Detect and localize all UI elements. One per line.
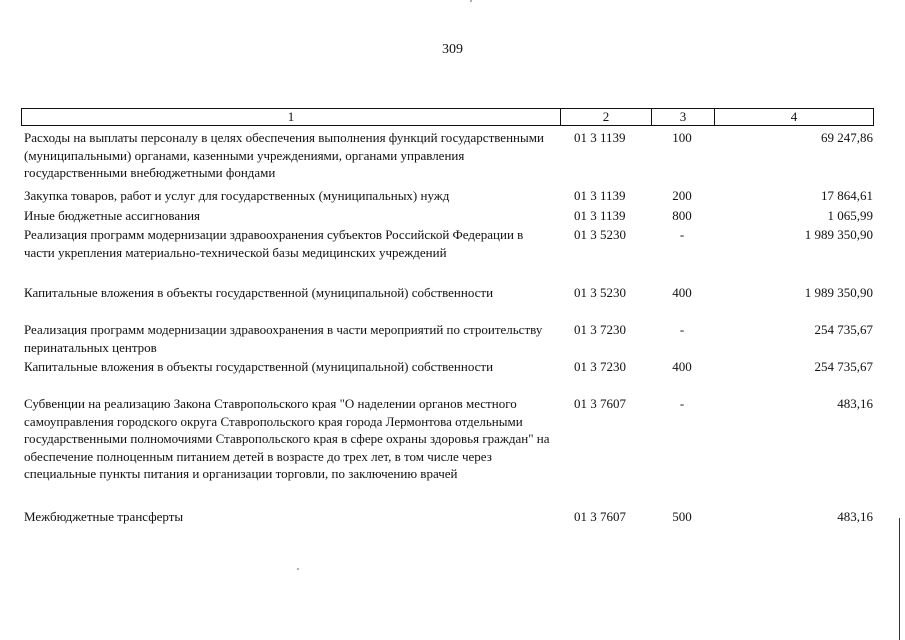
- row-amount: 69 247,86: [821, 130, 873, 145]
- scan-speck: [470, 0, 472, 2]
- header-col-1: 1: [22, 109, 561, 125]
- row-name: Реализация программ модернизации здравоохранения субъектов Российской Федерации в части укрепления материально-технической базы медицинских учреждений: [24, 227, 524, 260]
- table-row: [24, 226, 873, 261]
- row-name: Капитальные вложения в объекты государственной (муниципальной) собственности: [24, 359, 494, 374]
- row-type: -: [679, 227, 685, 242]
- table-row: [24, 508, 873, 526]
- table-row: [24, 358, 873, 376]
- scan-edge-line: [899, 518, 900, 640]
- scan-speck: [297, 568, 299, 570]
- header-col-3: 3: [652, 109, 715, 125]
- row-name: Иные бюджетные ассигнования: [24, 208, 201, 223]
- row-name: Реализация программ модернизации здравоохранения в части мероприятий по строительству перинатальных центров: [24, 322, 543, 355]
- row-amount: 17 864,61: [821, 188, 873, 203]
- row-type: 100: [672, 130, 692, 145]
- row-code: 01 3 1139: [574, 188, 626, 203]
- row-code: 01 3 5230: [574, 285, 626, 300]
- row-type: 500: [672, 509, 692, 524]
- row-amount: 1 065,99: [827, 208, 873, 223]
- row-code: 01 3 1139: [574, 208, 626, 223]
- table-row: [24, 207, 873, 225]
- row-name: Капитальные вложения в объекты государственной (муниципальной) собственности: [24, 285, 494, 300]
- table-row: [24, 321, 873, 356]
- row-type: -: [679, 322, 685, 337]
- row-type: 200: [672, 188, 692, 203]
- table-row: [24, 187, 873, 205]
- table-row: [24, 129, 873, 182]
- table-row: [24, 284, 873, 302]
- row-amount: 483,16: [837, 509, 873, 524]
- page-number: 309: [442, 42, 463, 57]
- row-amount: 1 989 350,90: [804, 285, 873, 300]
- row-amount: 254 735,67: [814, 322, 873, 337]
- table-row: [24, 395, 873, 483]
- header-col-2: 2: [561, 109, 652, 125]
- row-code: 01 3 5230: [574, 227, 626, 242]
- header-col-4: 4: [790, 109, 798, 124]
- row-code: 01 3 1139: [574, 130, 626, 145]
- row-name: Закупка товаров, работ и услуг для государственных (муниципальных) нужд: [24, 188, 450, 203]
- row-name: Межбюджетные трансферты: [24, 509, 184, 524]
- row-amount: 254 735,67: [814, 359, 873, 374]
- row-type: 800: [672, 208, 692, 223]
- row-amount: 483,16: [837, 396, 873, 411]
- table-header: [21, 108, 874, 126]
- row-code: 01 3 7230: [574, 359, 626, 374]
- row-amount: 1 989 350,90: [804, 227, 873, 242]
- row-type: 400: [672, 285, 692, 300]
- row-name: Расходы на выплаты персоналу в целях обеспечения выполнения функций государственными (муниципальными) органами, казенными учреждениями, органами управления государственными внебюджетными фондами: [24, 130, 544, 181]
- row-type: 400: [672, 359, 692, 374]
- row-code: 01 3 7230: [574, 322, 626, 337]
- row-code: 01 3 7607: [574, 396, 626, 411]
- row-code: 01 3 7607: [574, 509, 626, 524]
- row-name: Субвенции на реализацию Закона Ставропольского края "О наделении органов местного самоуправления городского округа Ставропольского края города Лермонтова отдельными государственными полномочиями Ставропольского края в сфере охраны здоровья граждан" на обеспечение полноценным питанием детей в возрасте до трех лет, в том числе через специальные пункты питания и организации торговли, по заключению врачей: [24, 396, 550, 482]
- row-type: -: [679, 396, 685, 411]
